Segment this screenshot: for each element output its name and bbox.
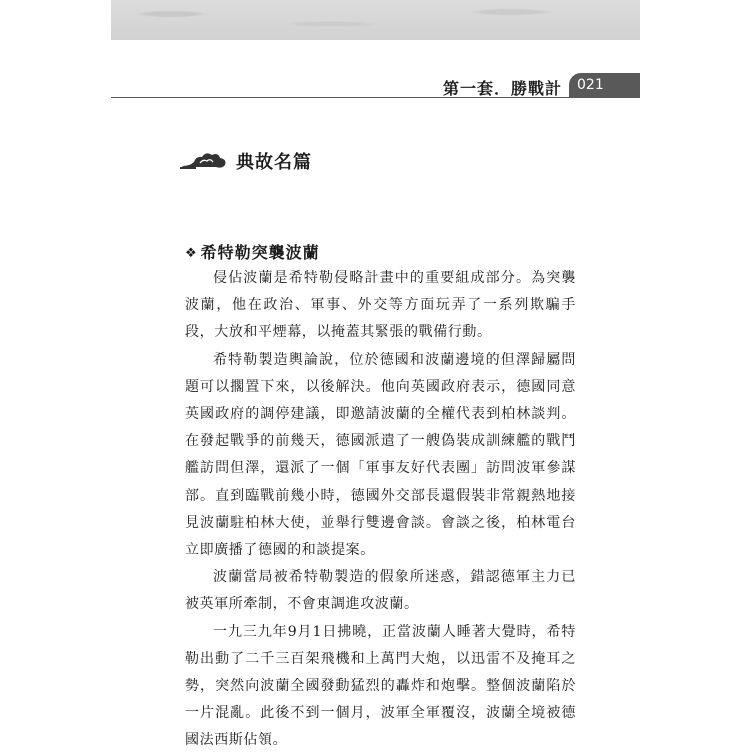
paragraph: 一九三九年9月1日拂曉，正當波蘭人睡著大覺時，希特勒出動了二千三百架飛機和上萬門大炮，以迅雷不及掩耳之勢，突然向波蘭全國發動猛烈的轟炸和炮擊。整個波蘭陷於一片混亂。此後不到一個月，波軍全軍覆沒，波蘭全境被德國法西斯佔領。 [185, 623, 576, 749]
section-title: 典故名篇 [236, 152, 312, 173]
article-heading [185, 240, 320, 263]
diamond-icon: ❖ [185, 246, 197, 261]
book-page [111, 0, 640, 750]
page-number: 021 [577, 77, 604, 93]
running-header-title: 第一套．勝戰計 [442, 79, 562, 98]
article-title: 希特勒突襲波蘭 [200, 243, 320, 262]
article-body [185, 265, 576, 755]
paragraph: 希特勒製造輿論說，位於德國和波蘭邊境的但澤歸屬問題可以擱置下來，以後解決。他向英國政府表示，德國同意英國政府的調停建議，即邀請波蘭的全權代表到柏林談判。在發起戰爭的前幾天，德國派遣了一艘偽裝成訓練艦的戰鬥艦訪問但澤，還派了一個「軍事友好代表團」訪問波軍參謀部。直到臨戰前幾小時，德國外交部長還假裝非常親熱地接見波蘭駐柏林大使，並舉行雙邊會談。會談之後，柏林電台立即廣播了德國的和談提案。 [185, 351, 576, 559]
header-rule [111, 97, 569, 98]
paragraph: 侵佔波蘭是希特勒侵略計畫中的重要組成部分。為突襲波蘭，他在政治、軍事、外交等方面玩弄了一系列欺騙手段，大放和平煙幕，以掩蓋其緊張的戰備行動。 [185, 270, 576, 341]
cloud-icon [180, 150, 228, 172]
decorative-top-band [111, 0, 640, 40]
paragraph: 波蘭當局被希特勒製造的假象所迷惑，錯認德軍主力已被英軍所牽制，不會東調進攻波蘭。 [185, 569, 576, 613]
page-number-tab [569, 73, 640, 98]
